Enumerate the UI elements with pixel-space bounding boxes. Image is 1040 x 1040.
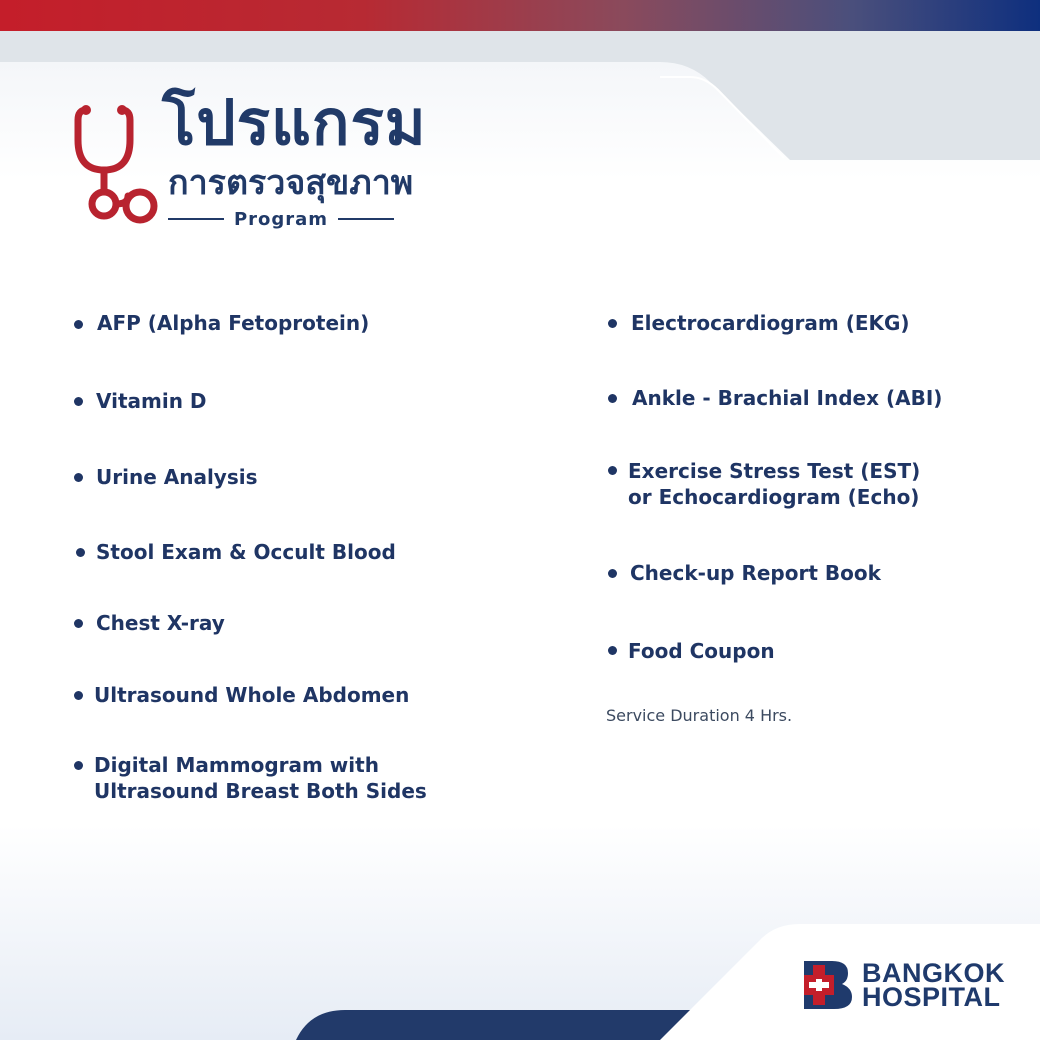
list-item: Ultrasound Whole Abdomen (94, 683, 410, 707)
program-subtitle-row (168, 207, 394, 231)
bullet-icon (74, 473, 83, 482)
bullet-icon (608, 394, 617, 403)
title-english: Program (233, 208, 329, 230)
list-item: Digital Mammogram with (94, 753, 379, 777)
bullet-icon (74, 619, 83, 628)
stethoscope-icon (74, 100, 160, 228)
title-thai-health-checkup: การตรวจสุขภาพ (168, 163, 414, 203)
list-item: Chest X-ray (96, 611, 225, 635)
logo-line2: HOSPITAL (862, 982, 1001, 1012)
bullet-icon (608, 319, 617, 328)
list-item: Food Coupon (628, 639, 775, 663)
list-item: Exercise Stress Test (EST) (628, 459, 921, 483)
bullet-icon (74, 397, 83, 406)
bullet-icon (74, 320, 83, 329)
divider-right (338, 218, 394, 220)
bullet-icon (76, 548, 85, 557)
list-item: Ankle - Brachial Index (ABI) (632, 386, 943, 410)
list-item: Urine Analysis (96, 465, 258, 489)
list-item: Stool Exam & Occult Blood (96, 540, 396, 564)
list-item: Electrocardiogram (EKG) (631, 311, 910, 335)
bangkok-hospital-logo-icon (804, 961, 854, 1009)
divider-left (168, 218, 224, 220)
bullet-icon (74, 691, 83, 700)
service-duration-note: Service Duration 4 Hrs. (606, 706, 793, 725)
list-item-line2: or Echocardiogram (Echo) (628, 485, 920, 509)
list-item: Vitamin D (96, 389, 207, 413)
title-thai-program: โปรแกรม (162, 86, 427, 159)
bullet-icon (74, 761, 83, 770)
bullet-icon (608, 646, 617, 655)
list-item: AFP (Alpha Fetoprotein) (97, 311, 370, 335)
bullet-icon (608, 569, 617, 578)
hospital-logo-text (862, 958, 1005, 1012)
list-item: Check-up Report Book (630, 561, 881, 585)
list-item-line2: Ultrasound Breast Both Sides (94, 779, 427, 803)
logo-line1: BANGKOK (862, 958, 1005, 988)
bullet-icon (608, 466, 617, 475)
